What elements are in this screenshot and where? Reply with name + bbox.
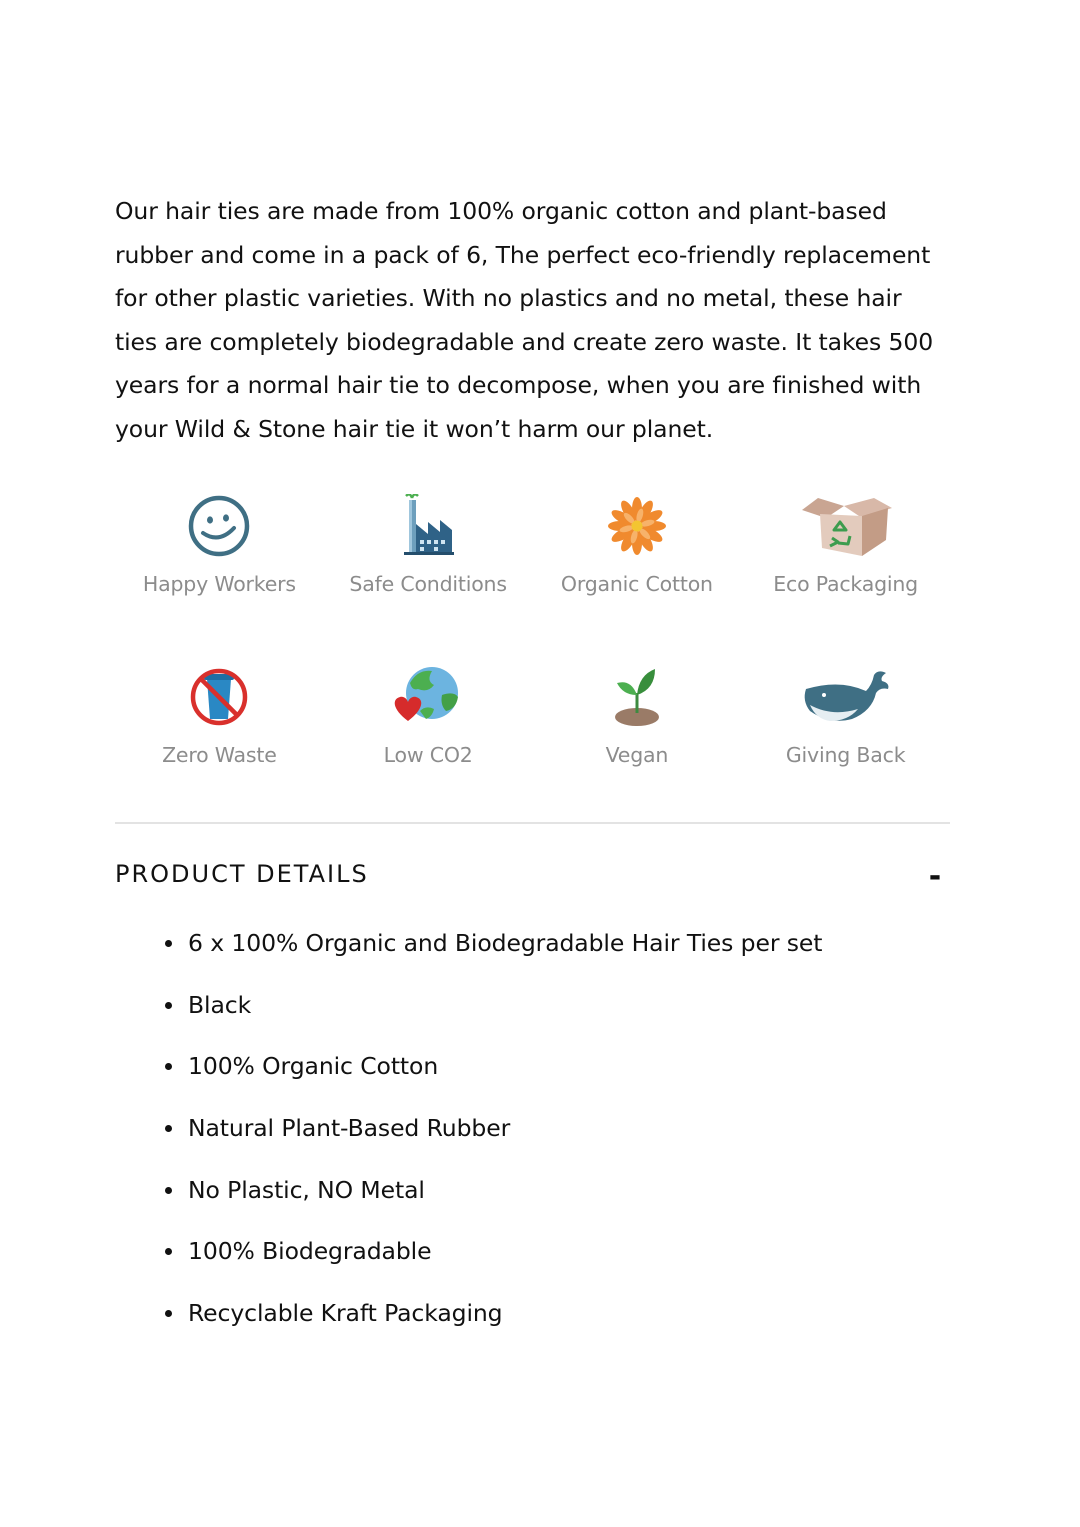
- list-item: No Plastic, NO Metal: [188, 1168, 822, 1230]
- badge-label: Zero Waste: [162, 742, 277, 767]
- product-description: Our hair ties are made from 100% organic cotton and plant-based rubber and come in a pack of 6, The perfect eco-friendly replacement for other plastic varieties. With no plastics and no metal, these hair ties are completely biodegradable and create zero waste. It takes 500 years for a normal hair tie to decompose, when you are finished with your Wild & Stone hair tie it won’t harm our planet.: [115, 197, 934, 443]
- badge-zero-waste: [115, 657, 324, 828]
- list-item: Recyclable Kraft Packaging: [188, 1291, 822, 1353]
- badge-label: Low CO2: [383, 742, 473, 767]
- badge-organic-cotton: [533, 486, 742, 657]
- sprout-icon: [587, 657, 687, 737]
- badges-grid: [115, 486, 950, 827]
- globe-heart-icon: [378, 657, 478, 737]
- list-item: Black: [188, 983, 822, 1045]
- badge-label: Organic Cotton: [560, 572, 713, 596]
- badge-vegan: [533, 657, 742, 828]
- collapse-toggle-icon[interactable]: -: [928, 859, 942, 894]
- recycle-box-icon: [796, 486, 896, 566]
- whale-icon: [796, 657, 896, 737]
- description-block: [115, 190, 950, 452]
- badge-label: Safe Conditions: [349, 572, 507, 596]
- badge-label: Happy Workers: [142, 572, 296, 596]
- list-item: 100% Organic Cotton: [188, 1044, 822, 1106]
- smiley-face-icon: [169, 486, 269, 566]
- badge-low-co2: [324, 657, 533, 828]
- list-item: 100% Biodegradable: [188, 1229, 822, 1291]
- badge-label: Giving Back: [785, 742, 906, 767]
- list-item: 6 x 100% Organic and Biodegradable Hair Ties per set: [188, 921, 822, 983]
- factory-icon: [378, 486, 478, 566]
- badge-eco-packaging: [741, 486, 950, 657]
- badge-safe-conditions: [324, 486, 533, 657]
- product-details-title: PRODUCT DETAILS: [115, 860, 369, 888]
- product-details-list: [188, 921, 822, 1353]
- badge-label: Vegan: [605, 742, 669, 767]
- section-divider: [115, 822, 950, 824]
- badge-giving-back: [741, 657, 950, 828]
- badge-label: Eco Packaging: [773, 572, 918, 596]
- flower-icon: [587, 486, 687, 566]
- badge-happy-workers: [115, 486, 324, 657]
- product-details-accordion-header[interactable]: [115, 852, 950, 896]
- no-bin-icon: [169, 657, 269, 737]
- list-item: Natural Plant-Based Rubber: [188, 1106, 822, 1168]
